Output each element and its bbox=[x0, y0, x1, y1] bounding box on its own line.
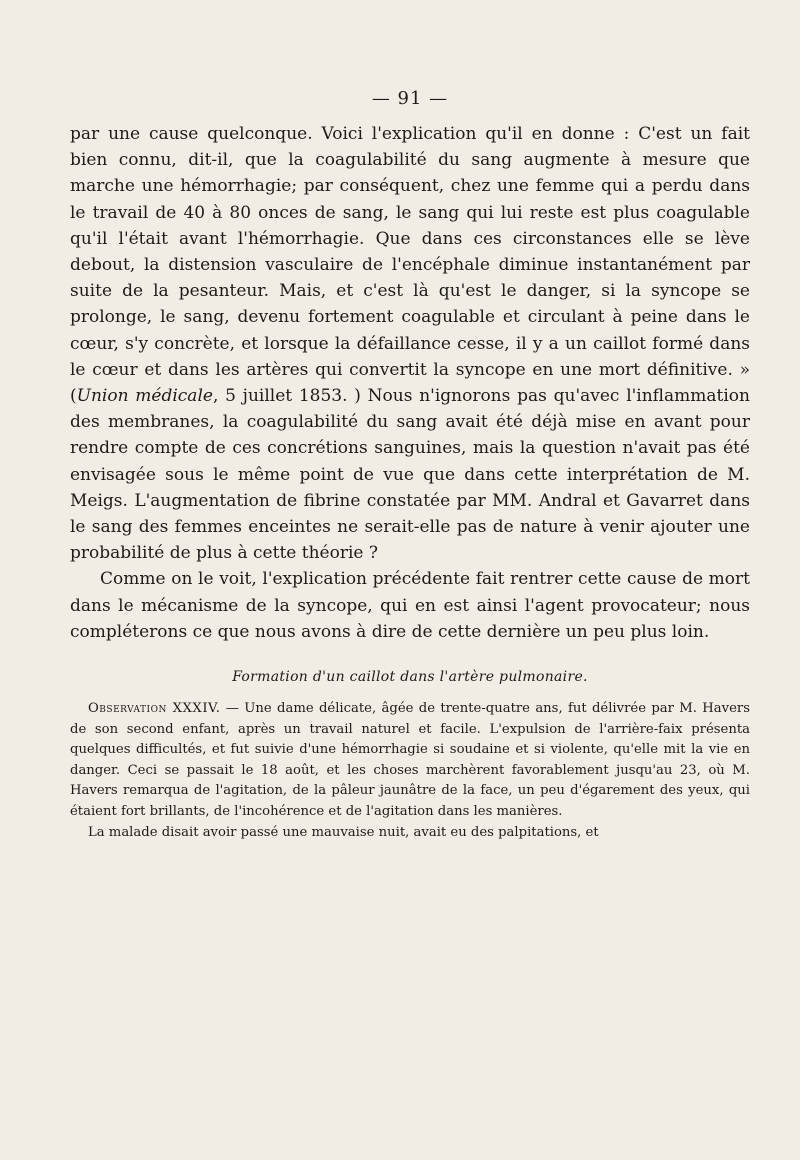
main-text bbox=[70, 121, 750, 645]
paragraph-text-end: , 5 juillet 1853. ) Nous n'ignorons pas qu'avec l'inflammation des membranes, la coagulabilité du sang avait été déjà mise en avant pour rendre compte de ces concrétions sanguines, mais la question n'avait pas été envisagée sous le même point de vue que dans cette interprétation de M. Meigs. L'augmentation de fibrine constatée par MM. Andral et Gavarret dans le sang des femmes enceintes ne serait-elle pas de nature à venir ajouter une probabilité de plus à cette théorie ? bbox=[70, 386, 750, 564]
source-citation: Union médicale bbox=[76, 386, 213, 407]
paragraph: Comme on le voit, l'explication précédente fait rentrer cette cause de mort dans le mécanisme de la syncope, qui en est ainsi l'agent provocateur; nous compléterons ce que nous avons à dire de cette dernière un peu plus loin. bbox=[70, 569, 750, 642]
observation-last-line: La malade disait avoir passé une mauvaise nuit, avait eu des palpitations, et bbox=[88, 824, 599, 840]
paragraph-text: par une cause quelconque. Voici l'explication qu'il en donne : C'est un fait bien connu, dit-il, que la coagulabilité du sang augmente à mesure que marche une hémorrhagie; par conséquent, chez une femme qui a perdu dans le travail de 40 à 80 onces de sang, le sang qui lui reste est plus coagulable qu'il l'était avant l'hémorrhagie. Que dans ces circonstances elle se lève debout, la distension vasculaire de l'encéphale diminue instantanément par suite de la pesanteur. Mais, et c'est là qu'est le danger, si la syncope se prolonge, le sang, devenu fortement coagulable et circulant à peine dans le cœur, s'y concrète, et lorsque la défaillance cesse, il y a un caillot formé dans le cœur et dans les artères qui convertit la syncope en une mort définitive. » ( bbox=[70, 124, 750, 407]
observation-text: — Une dame délicate, âgée de trente-quatre ans, fut délivrée par M. Havers de son second enfant, après un travail naturel et facile. L'expulsion de l'arrière-faix présenta quelques difficultés, et fut suivie d'une hémorrhagie si soudaine et si violente, qu'elle mit la vie en danger. Ceci se passait le 18 août, et les choses marchèrent favorablement jusqu'au 23, où M. Havers remarqua de l'agitation, de la pâleur jaunâtre de la face, un peu d'égarement des yeux, qui étaient fort brillants, de l'incohérence et de l'agitation dans les manières. bbox=[70, 701, 750, 820]
observation-paragraph bbox=[70, 699, 750, 823]
paragraph-continuation bbox=[70, 121, 750, 566]
book-page bbox=[70, 88, 750, 843]
observation-block bbox=[70, 699, 750, 843]
page-number: — 91 — bbox=[371, 88, 449, 109]
observation-label: Observation XXXIV. bbox=[88, 701, 221, 717]
section-title: Formation d'un caillot dans l'artère pulmonaire. bbox=[232, 669, 588, 686]
